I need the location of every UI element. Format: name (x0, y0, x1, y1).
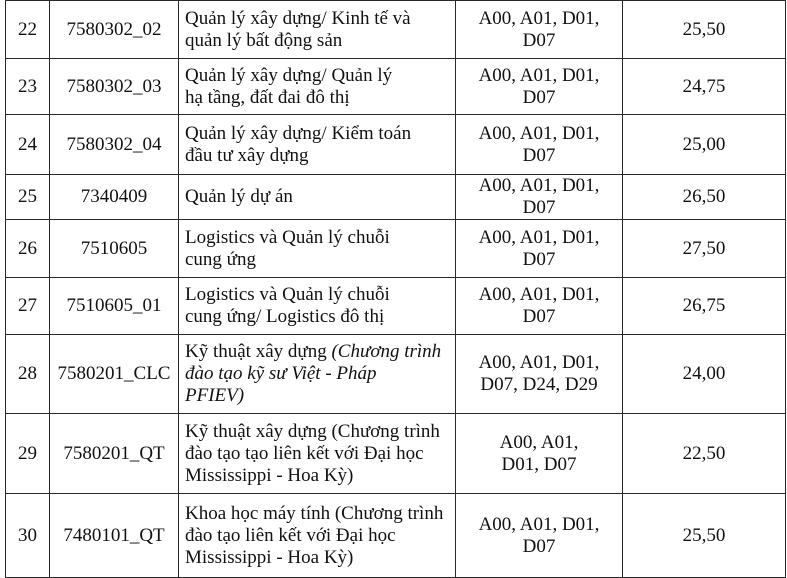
program-name-line (185, 8, 449, 30)
program-name-text: cung ứng (185, 248, 256, 270)
admission-score-cell: 25,50 (623, 1, 786, 59)
subject-combination-line: D07 (522, 535, 556, 557)
subject-combination-line: D07 (522, 29, 556, 51)
program-code-cell: 7340409 (50, 175, 179, 220)
admission-score-table (5, 0, 786, 578)
subject-combination-line: A00, A01, D01, (478, 226, 600, 248)
program-name-italic-text: (Chương trình (331, 341, 442, 362)
program-name-text: quản lý bất động sản (185, 29, 343, 51)
program-code-cell: 7580302_02 (50, 1, 179, 59)
subject-combination-line: A00, A01, D01, (478, 64, 600, 86)
program-name-cell (179, 414, 456, 494)
program-name-line (185, 503, 449, 525)
program-name-line (185, 341, 449, 363)
table-row (6, 1, 786, 59)
subject-combination-line: D07 (522, 248, 556, 270)
row-number-cell: 27 (6, 278, 50, 335)
program-name-line (185, 227, 449, 249)
program-name-text: Mississippi - Hoa Kỳ) (185, 464, 354, 486)
subject-combination-cell (456, 59, 623, 115)
row-number-cell: 26 (6, 220, 50, 278)
program-name-text: Quản lý dự án (185, 186, 293, 207)
table-row (6, 335, 786, 414)
subject-combination-line: A00, A01, D01, (478, 513, 600, 535)
program-name-text: đào tạo tạo liên kết với Đại học (185, 442, 424, 464)
row-number-cell: 28 (6, 335, 50, 414)
program-name-line (185, 145, 449, 167)
table-row (6, 414, 786, 494)
subject-combination-cell (456, 175, 623, 220)
program-name-line (185, 363, 449, 385)
program-name-line (185, 525, 449, 547)
subject-combination-line: A00, A01, (499, 431, 579, 453)
row-number-cell: 24 (6, 115, 50, 175)
admission-score-cell: 24,75 (623, 59, 786, 115)
program-name-cell (179, 335, 456, 414)
program-name-line (185, 306, 449, 328)
subject-combination-line: D07, D24, D29 (480, 374, 598, 395)
subject-combination-cell (456, 335, 623, 414)
program-name-line (185, 547, 449, 569)
program-name-cell (179, 220, 456, 278)
subject-combination-line: A00, A01, D01, D07 (478, 284, 600, 327)
row-number-cell: 22 (6, 1, 50, 59)
program-name-text: Quản lý xây dựng/ Kiểm toán (185, 122, 412, 144)
admission-score-cell: 27,50 (623, 220, 786, 278)
subject-combination-line: D07 (522, 86, 556, 108)
subject-combination-line: D01, D07 (501, 453, 577, 475)
subject-combination-line: A00, A01, D01, D07 (478, 122, 600, 166)
table-row (6, 278, 786, 335)
program-name-text: Quản lý xây dựng/ Kinh tế và (185, 7, 411, 29)
subject-combination-cell (456, 414, 623, 494)
subject-combination-cell (456, 1, 623, 59)
program-code-cell: 7580302_04 (50, 115, 179, 175)
program-name-text: đào tạo liên kết với Đại học (185, 524, 396, 546)
program-name-line (185, 123, 449, 145)
program-name-text: Logistics và Quản lý chuỗi (185, 226, 390, 248)
program-name-line (185, 186, 449, 208)
program-name-text: Logistics và Quản lý chuỗi (185, 284, 390, 305)
subject-combination-cell (456, 115, 623, 175)
row-number-cell: 23 (6, 59, 50, 115)
row-number-cell: 30 (6, 494, 50, 578)
program-code-cell: 7580201_QT (50, 414, 179, 494)
program-name-italic-text: đào tạo kỹ sư Việt - Pháp (185, 363, 377, 384)
program-name-line (185, 421, 449, 443)
subject-combination-line: A00, A01, D01, (478, 7, 600, 29)
table-row (6, 220, 786, 278)
program-name-line (185, 30, 449, 52)
row-number-cell: 25 (6, 175, 50, 220)
program-code-cell: 7580201_CLC (50, 335, 179, 414)
program-name-line (185, 284, 449, 306)
admission-score-cell: 25,50 (623, 494, 786, 578)
table-row (6, 59, 786, 115)
program-name-cell (179, 175, 456, 220)
admission-score-cell: 24,00 (623, 335, 786, 414)
table-row (6, 115, 786, 175)
admission-score-cell: 25,00 (623, 115, 786, 175)
program-name-cell (179, 278, 456, 335)
program-name-cell (179, 494, 456, 578)
program-code-cell: 7510605_01 (50, 278, 179, 335)
program-name-italic-text: PFIEV) (185, 385, 245, 406)
program-name-cell (179, 1, 456, 59)
program-code-cell: 7480101_QT (50, 494, 179, 578)
program-name-line (185, 443, 449, 465)
program-code-cell: 7510605 (50, 220, 179, 278)
program-name-line (185, 385, 449, 407)
admission-score-cell: 26,50 (623, 175, 786, 220)
program-name-text: Kỹ thuật xây dựng (Chương trình (185, 420, 440, 442)
subject-combination-line: A00, A01, D01, (478, 352, 600, 373)
program-name-cell (179, 115, 456, 175)
subject-combination-cell (456, 494, 623, 578)
program-name-line (185, 87, 449, 109)
program-name-cell (179, 59, 456, 115)
program-name-line (185, 465, 449, 487)
admission-score-cell: 26,75 (623, 278, 786, 335)
program-name-line (185, 249, 449, 271)
program-name-text: Mississippi - Hoa Kỳ) (185, 546, 354, 568)
program-name-line (185, 65, 449, 87)
program-name-text: Quản lý xây dựng/ Quản lý (185, 64, 393, 86)
program-name-text: Kỹ thuật xây dựng (185, 341, 332, 362)
table-row (6, 494, 786, 578)
program-name-text: cung ứng/ Logistics đô thị (185, 306, 385, 327)
row-number-cell: 29 (6, 414, 50, 494)
subject-combination-line: A00, A01, D01, D07 (478, 175, 600, 218)
program-name-text: Khoa học máy tính (Chương trình (185, 502, 444, 524)
subject-combination-cell (456, 278, 623, 335)
program-name-text: hạ tầng, đất đai đô thị (185, 86, 350, 108)
program-name-text: đầu tư xây dựng (185, 144, 309, 166)
program-code-cell: 7580302_03 (50, 59, 179, 115)
table-row (6, 175, 786, 220)
subject-combination-cell (456, 220, 623, 278)
admission-score-cell: 22,50 (623, 414, 786, 494)
